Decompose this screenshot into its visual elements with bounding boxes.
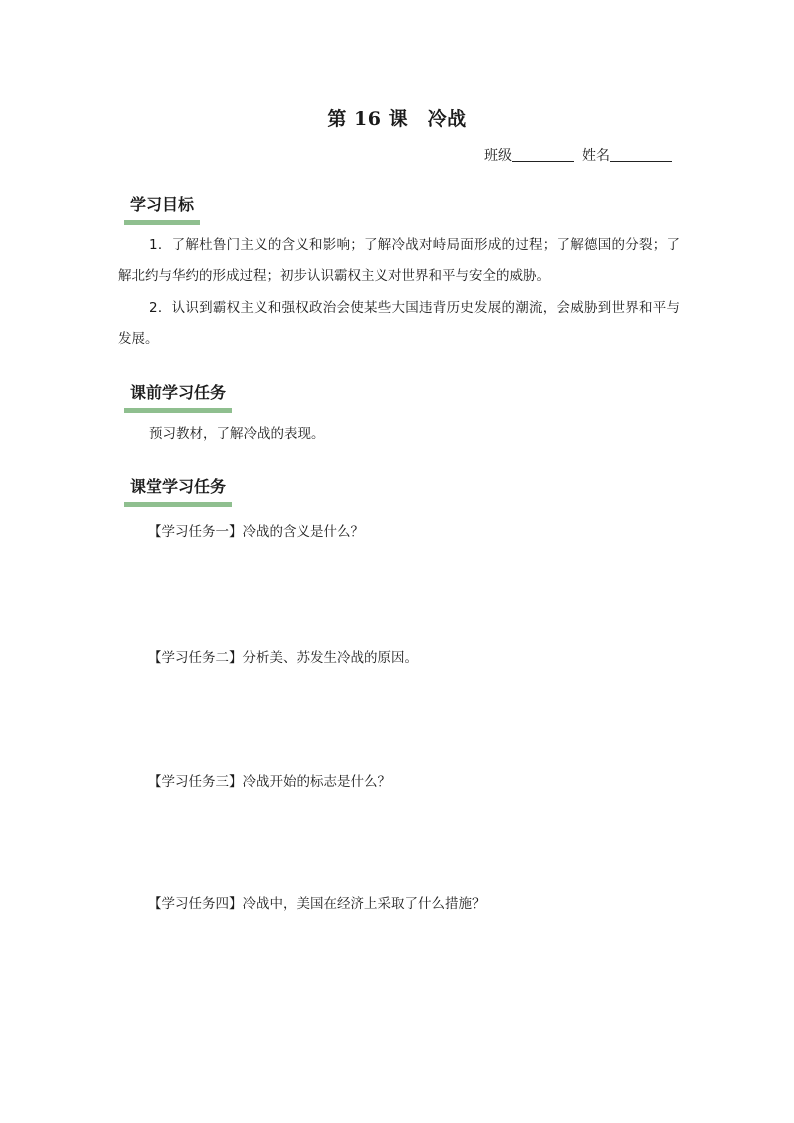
section-heading-inclass: 课堂学习任务 xyxy=(124,474,232,507)
student-info-line xyxy=(484,145,672,165)
section-heading-objectives: 学习目标 xyxy=(124,192,200,225)
section-heading-preclass: 课前学习任务 xyxy=(124,380,232,413)
class-label: 班级 xyxy=(484,148,512,164)
preclass-task-text: 预习教材，了解冷战的表现。 xyxy=(149,426,325,442)
learning-task-3: 【学习任务三】冷战开始的标志是什么？ xyxy=(148,774,391,790)
learning-task-4: 【学习任务四】冷战中，美国在经济上采取了什么措施？ xyxy=(148,896,486,912)
name-label: 姓名 xyxy=(582,148,610,164)
objective-item-1: 1．了解杜鲁门主义的含义和影响；了解冷战对峙局面形成的过程；了解德国的分裂；了解北约与华约的形成过程；初步认识霸权主义对世界和平与安全的威胁。 xyxy=(118,237,680,284)
learning-task-2: 【学习任务二】分析美、苏发生冷战的原因。 xyxy=(148,650,418,666)
objective-item-2: 2．认识到霸权主义和强权政治会使某些大国违背历史发展的潮流，会威胁到世界和平与发展。 xyxy=(118,300,680,347)
page-title: 第 16 课 冷战 xyxy=(327,108,467,130)
class-blank[interactable] xyxy=(512,161,574,162)
learning-task-1: 【学习任务一】冷战的含义是什么？ xyxy=(148,524,364,540)
name-blank[interactable] xyxy=(610,161,672,162)
